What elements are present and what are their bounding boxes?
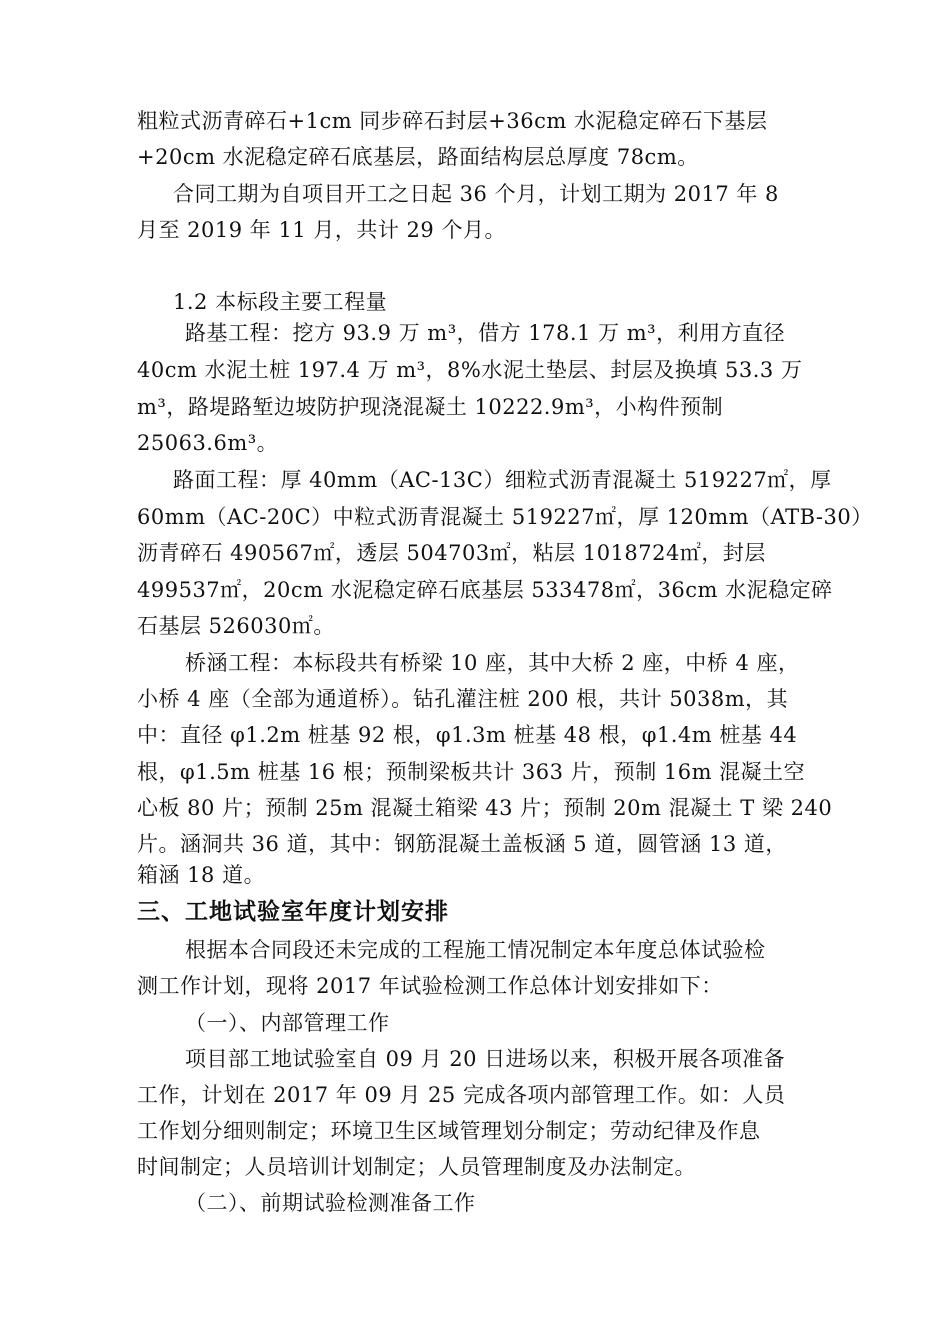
text-line: 项目部工地试验室自 09 月 20 日进场以来，积极开展各项准备 [185,1047,786,1071]
text-line: +20cm 水泥稳定碎石底基层，路面结构层总厚度 78cm。 [137,145,699,169]
subsection-heading: （二）、前期试验检测准备工作 [185,1191,476,1215]
section-heading: 三、工地试验室年度计划安排 [137,899,449,925]
text-line: 桥涵工程：本标段共有桥梁 10 座，其中大桥 2 座，中桥 4 座， [185,651,800,675]
text-line: 中：直径 φ1.2m 桩基 92 根，φ1.3m 桩基 48 根，φ1.4m 桩基 44 [137,723,798,747]
text-line: 箱涵 18 道。 [137,863,266,887]
text-line: 路面工程：厚 40mm（AC-13C）细粒式沥青混凝土 519227㎡，厚 [173,468,832,492]
text-line: m³，路堤路堑边坡防护现浇混凝土 10222.9m³，小构件预制 [137,395,724,419]
section-subtitle: 1.2 本标段主要工程量 [173,290,388,314]
text-line: 心板 80 片；预制 25m 混凝土箱梁 43 片；预制 20m 混凝土 T 梁 240 [137,796,833,820]
text-line: 片。涵洞共 36 道，其中：钢筋混凝土盖板涵 5 道，圆管涵 13 道， [137,832,787,856]
subsection-heading: （一）、内部管理工作 [185,1011,390,1035]
text-line: 根，φ1.5m 桩基 16 根；预制梁板共计 363 片，预制 16m 混凝土空 [137,760,806,784]
text-line: 粗粒式沥青碎石+1cm 同步碎石封层+36cm 水泥稳定碎石下基层 [137,109,768,133]
text-line: 时间制定；人员培训计划制定；人员管理制度及办法制定。 [137,1155,696,1179]
text-line: 路基工程：挖方 93.9 万 m³，借方 178.1 万 m³，利用方直径 [185,321,786,345]
text-line: 小桥 4 座（全部为通道桥）。钻孔灌注桩 200 根，共计 5038m，其 [137,687,789,711]
text-line: 工作划分细则制定；环境卫生区域管理划分制定；劳动纪律及作息 [137,1119,761,1143]
text-line: 根据本合同段还未完成的工程施工情况制定本年度总体试验检 [185,938,766,962]
text-line: 石基层 526030㎡。 [137,614,335,638]
text-line: 40cm 水泥土桩 197.4 万 m³，8%水泥土垫层、封层及换填 53.3 万 [137,358,803,382]
text-line: 测工作计划，现将 2017 年试验检测工作总体计划安排如下： [137,974,723,998]
text-line: 499537㎡，20cm 水泥稳定碎石底基层 533478㎡，36cm 水泥稳定碎 [137,578,833,602]
text-line: 60mm（AC-20C）中粒式沥青混凝土 519227㎡，厚 120mm（ATB-30） [137,505,873,529]
text-line: 工作，计划在 2017 年 09 月 25 完成各项内部管理工作。如：人员 [137,1083,786,1107]
text-line: 沥青碎石 490567㎡，透层 504703㎡，粘层 1018724㎡，封层 [137,541,766,565]
text-line: 25063.6m³。 [137,431,279,455]
text-line: 月至 2019 年 11 月，共计 29 个月。 [137,218,506,242]
text-line: 合同工期为自项目开工之日起 36 个月，计划工期为 2017 年 8 [173,182,779,206]
